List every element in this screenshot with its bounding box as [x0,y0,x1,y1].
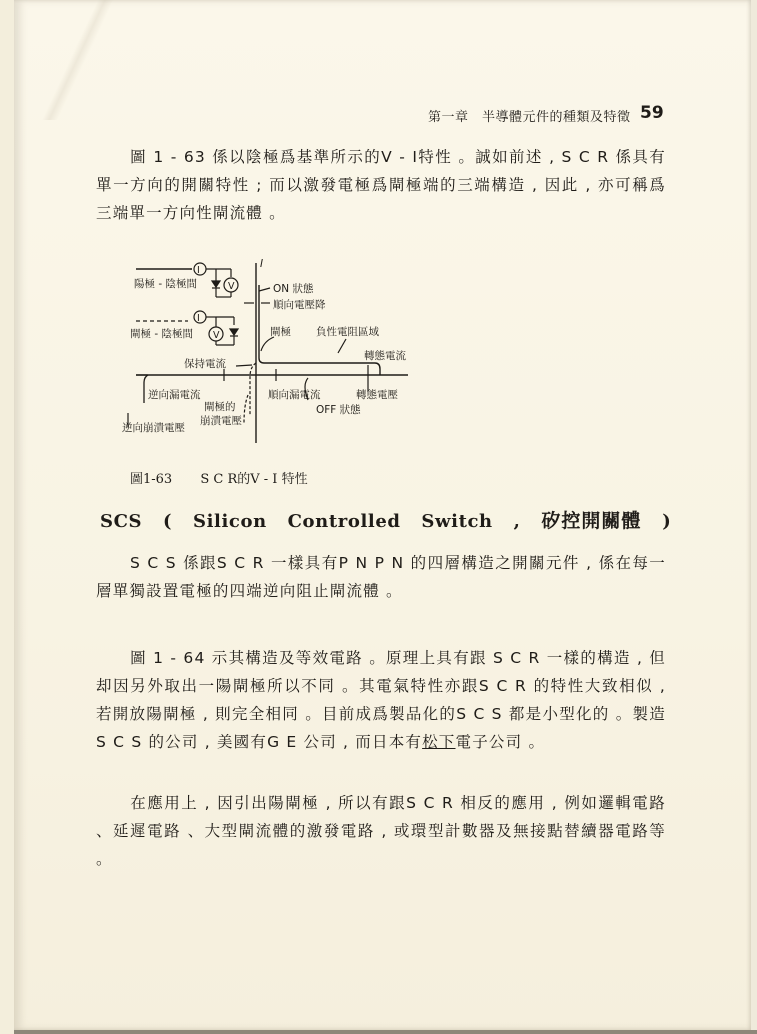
label-reverse-leakage: 逆向漏電流 [148,389,201,401]
paragraph-3-text: 圖 1 - 64 示其構造及等效電路 。原理上具有跟 S C R 一樣的構造 , 但却因另外取出一陽閘極所以不同 。其電氣特性亦跟S C R 的特性大致相似 , 若開放陽閘極 , 則完全相同 。目前成爲製品化的S C S 都是小型化的 。製造S C S 的公司 , 美國有G E 公司 , 而日本有 [96,649,666,751]
legend-gate-cathode: 閘極 - 陰極間 [130,328,193,340]
page-number: 59 [640,103,664,123]
svg-text:I: I [197,265,200,276]
paragraph-2-text: S C S 係跟S C R 一樣具有P N P N 的四層構造之開關元件 , 係在每一層單獨設置電極的四端逆向阻止閘流體 。 [96,554,666,600]
legend-anode-cathode: 陽極 - 陰極間 [134,278,197,290]
section-abbr: SCS [100,511,143,532]
svg-text:V: V [213,330,220,341]
svg-text:V: V [228,281,235,292]
label-forward-leakage: 順向漏電流 [268,389,321,401]
section-english: Silicon Controlled Switch , [193,511,521,532]
figure-scr-vi-characteristic [118,255,418,445]
axis-label-i: I [260,258,264,270]
label-reverse-breakdown: 逆向崩潰電壓 [122,422,185,434]
svg-text:I: I [197,313,200,324]
paragraph-1 [96,143,666,227]
paragraph-3-end: 電子公司 。 [455,733,546,751]
paragraph-2 [96,549,666,605]
figure-number: 圖1-63 [130,472,173,487]
label-off-state: OFF 狀態 [316,404,361,416]
label-holding-current: 保持電流 [184,358,226,370]
section-heading-scs [100,506,671,533]
label-forward-voltage-drop: 順向電壓降 [273,299,326,311]
running-header: 第一章 半導體元件的種類及特徵 [428,110,631,125]
label-gate: 閘極 [270,326,291,338]
vi-curve-diagram [118,255,418,445]
label-negative-resistance: 負性電阻區域 [316,326,379,338]
paragraph-1-text: 圖 1 - 63 係以陰極爲基準所示的V - I特性 。誠如前述 , S C R 係具有單一方向的開關特性 ; 而以激發電極爲閘極端的三端構造 , 因此 , 亦可稱爲三端單一方向性閘流體 。 [96,148,666,222]
section-close-paren: ) [662,511,672,532]
label-on-state: ON 狀態 [273,283,314,295]
page-binding-edge [0,0,15,1034]
paragraph-4 [96,789,666,873]
label-gate-breakdown-1: 閘極的 [204,401,236,413]
label-switching-voltage: 轉態電壓 [356,389,398,401]
figure-caption [130,468,332,487]
paragraph-3-underlined: 松下 [422,733,456,751]
label-switching-current: 轉態電流 [364,350,406,362]
page-bottom-edge [14,1030,757,1034]
section-chinese: 矽控開關體 [541,510,642,532]
paragraph-4-text: 在應用上 , 因引出陽閘極 , 所以有跟S C R 相反的應用 , 例如邏輯電路 、延遲電路 、大型閘流體的激發電路 , 或環型計數器及無接點替續器電路等 。 [96,794,666,868]
label-gate-breakdown-2: 崩潰電壓 [200,415,242,427]
section-open-paren: ( [163,511,173,532]
paragraph-3 [96,644,666,756]
figure-title: S C R的V - I 特性 [200,472,308,487]
